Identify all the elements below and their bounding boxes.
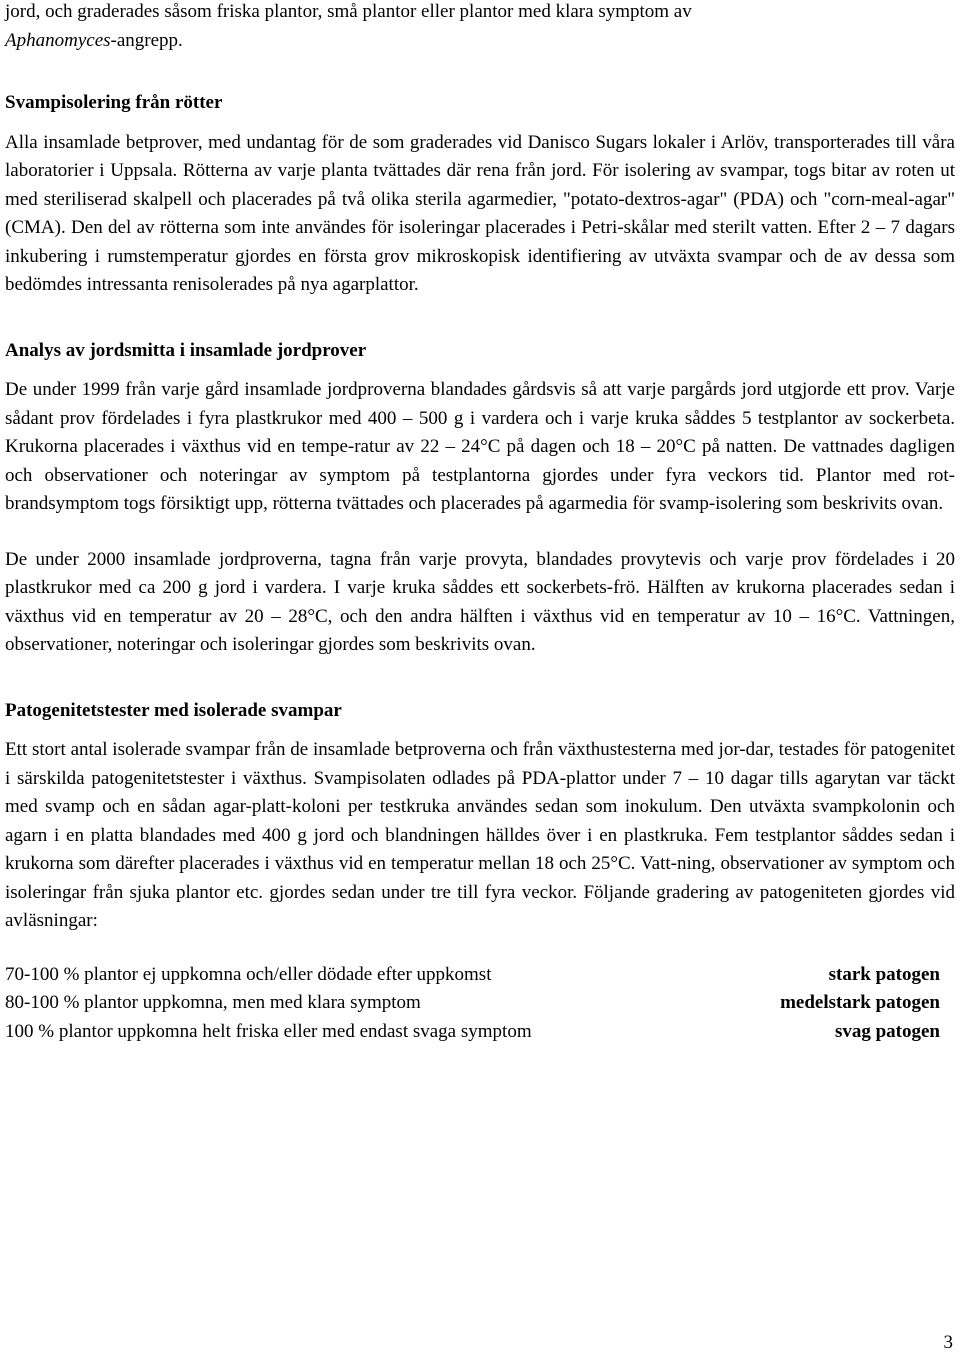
grading-label: svag patogen <box>834 1020 940 1042</box>
section-paragraph-svampisolering: Alla insamlade betprover, med undantag för de som graderades vid Danisco Sugars lokaler i Arlöv, transporterades till våra laboratorier i Uppsala. Rötterna av varje planta tvättades där rena från jord. För isolering av svampar, togs bitar av roten ut med steriliserad skalpell och placerades på två olika sterila agarmedier, "potato-dextros-agar" (PDA) och "corn-meal-agar" (CMA). Den del av rötterna som inte användes för isoleringar placerades i Petri-skålar med sterilt vatten. Efter 2 – 7 dagars inkubering i rumstemperatur gjordes en första grov mikroskopisk identifiering av utväxta svampar och de av dessa som bedömdes intressanta renisolerades på nya agarplattor. <box>5 131 955 295</box>
grading-description: 80-100 % plantor uppkomna, men med klara symptom <box>5 992 421 1013</box>
grading-table <box>5 961 940 1047</box>
grading-row <box>5 989 940 1018</box>
section-paragraph-jordsmitta-1999: De under 1999 från varje gård insamlade jordproverna blandades gårdsvis så att varje pargårds jord utgjorde ett prov. Varje sådant prov fördelades i fyra plastkrukor med 400 – 500 g i vardera och i varje kruka såddes 5 testplantor av sockerbeta. Krukorna placerades i växthus vid en tempe-ratur av 22 – 24°C på dagen och 18 – 20°C på natten. De vattnades dagligen och observationer och noteringar av symptom på testplantorna gjordes under fyra veckors tid. Plantor med rot-brandsymptom togs försiktigt upp, rötterna tvättades och placerades på agarmedia för svamp-isolering som beskrivits ovan. <box>5 379 955 514</box>
grading-description: 100 % plantor uppkomna helt friska eller med endast svaga symptom <box>5 1020 532 1042</box>
section-heading-svampisolering: Svampisolering från rötter <box>5 92 223 113</box>
grading-row <box>5 1018 940 1047</box>
section-heading-patogenitet: Patogenitetstester med isolerade svampar <box>5 699 342 721</box>
grading-label: stark patogen <box>828 963 940 985</box>
intro-italic-term: Aphanomyces <box>5 29 111 51</box>
intro-line-1: jord, och graderades såsom friska plantor, små plantor eller plantor med klara symptom av <box>5 1 692 22</box>
document-page <box>5 0 955 1046</box>
page-number: 3 <box>943 1332 953 1353</box>
section-heading-jordsmitta: Analys av jordsmitta i insamlade jordprover <box>5 339 367 361</box>
section-paragraph-jordsmitta-2000: De under 2000 insamlade jordproverna, tagna från varje provyta, blandades provytevis och varje prov fördelades i 20 plastkrukor med ca 200 g jord i vardera. I varje kruka såddes ett sockerbets-frö. Hälften av krukorna placerades sedan i växthus vid en temperatur av 20 – 28°C, och den andra hälften i växthus vid en temperatur av 10 – 16°C. Vattningen, observationer, noteringar och isoleringar gjordes som beskrivits ovan. <box>5 548 955 655</box>
grading-label: medelstark patogen <box>780 992 940 1013</box>
section-paragraph-patogenitet: Ett stort antal isolerade svampar från de insamlade betproverna och från växthustesterna med jor-dar, testades för patogenitet i särskilda patogenitetstester i växthus. Svampisolaten odlades på PDA-plattor under 7 – 10 dagar tills agarytan var täckt med svamp och en sådan agar-platt-koloni per testkruka användes sedan som inokulum. Den utväxta svampkolonin och agarn i en platta blandades med 400 g jord och blandningen hälldes över i en plastkruka. Fem testplantor såddes sedan i krukorna som därefter placerades i växthus vid en temperatur mellan 18 och 25°C. Vatt-ning, observationer av symptom och isoleringar från sjuka plantor etc. gjordes sedan under tre till fyra veckor. Följande gradering av patogeniteten gjordes vid avläsningar: <box>5 739 955 931</box>
intro-paragraph <box>5 0 955 55</box>
grading-description: 70-100 % plantor ej uppkomna och/eller dödade efter uppkomst <box>5 963 492 985</box>
intro-line-2-rest: -angrepp. <box>110 29 183 51</box>
grading-row <box>5 961 940 990</box>
